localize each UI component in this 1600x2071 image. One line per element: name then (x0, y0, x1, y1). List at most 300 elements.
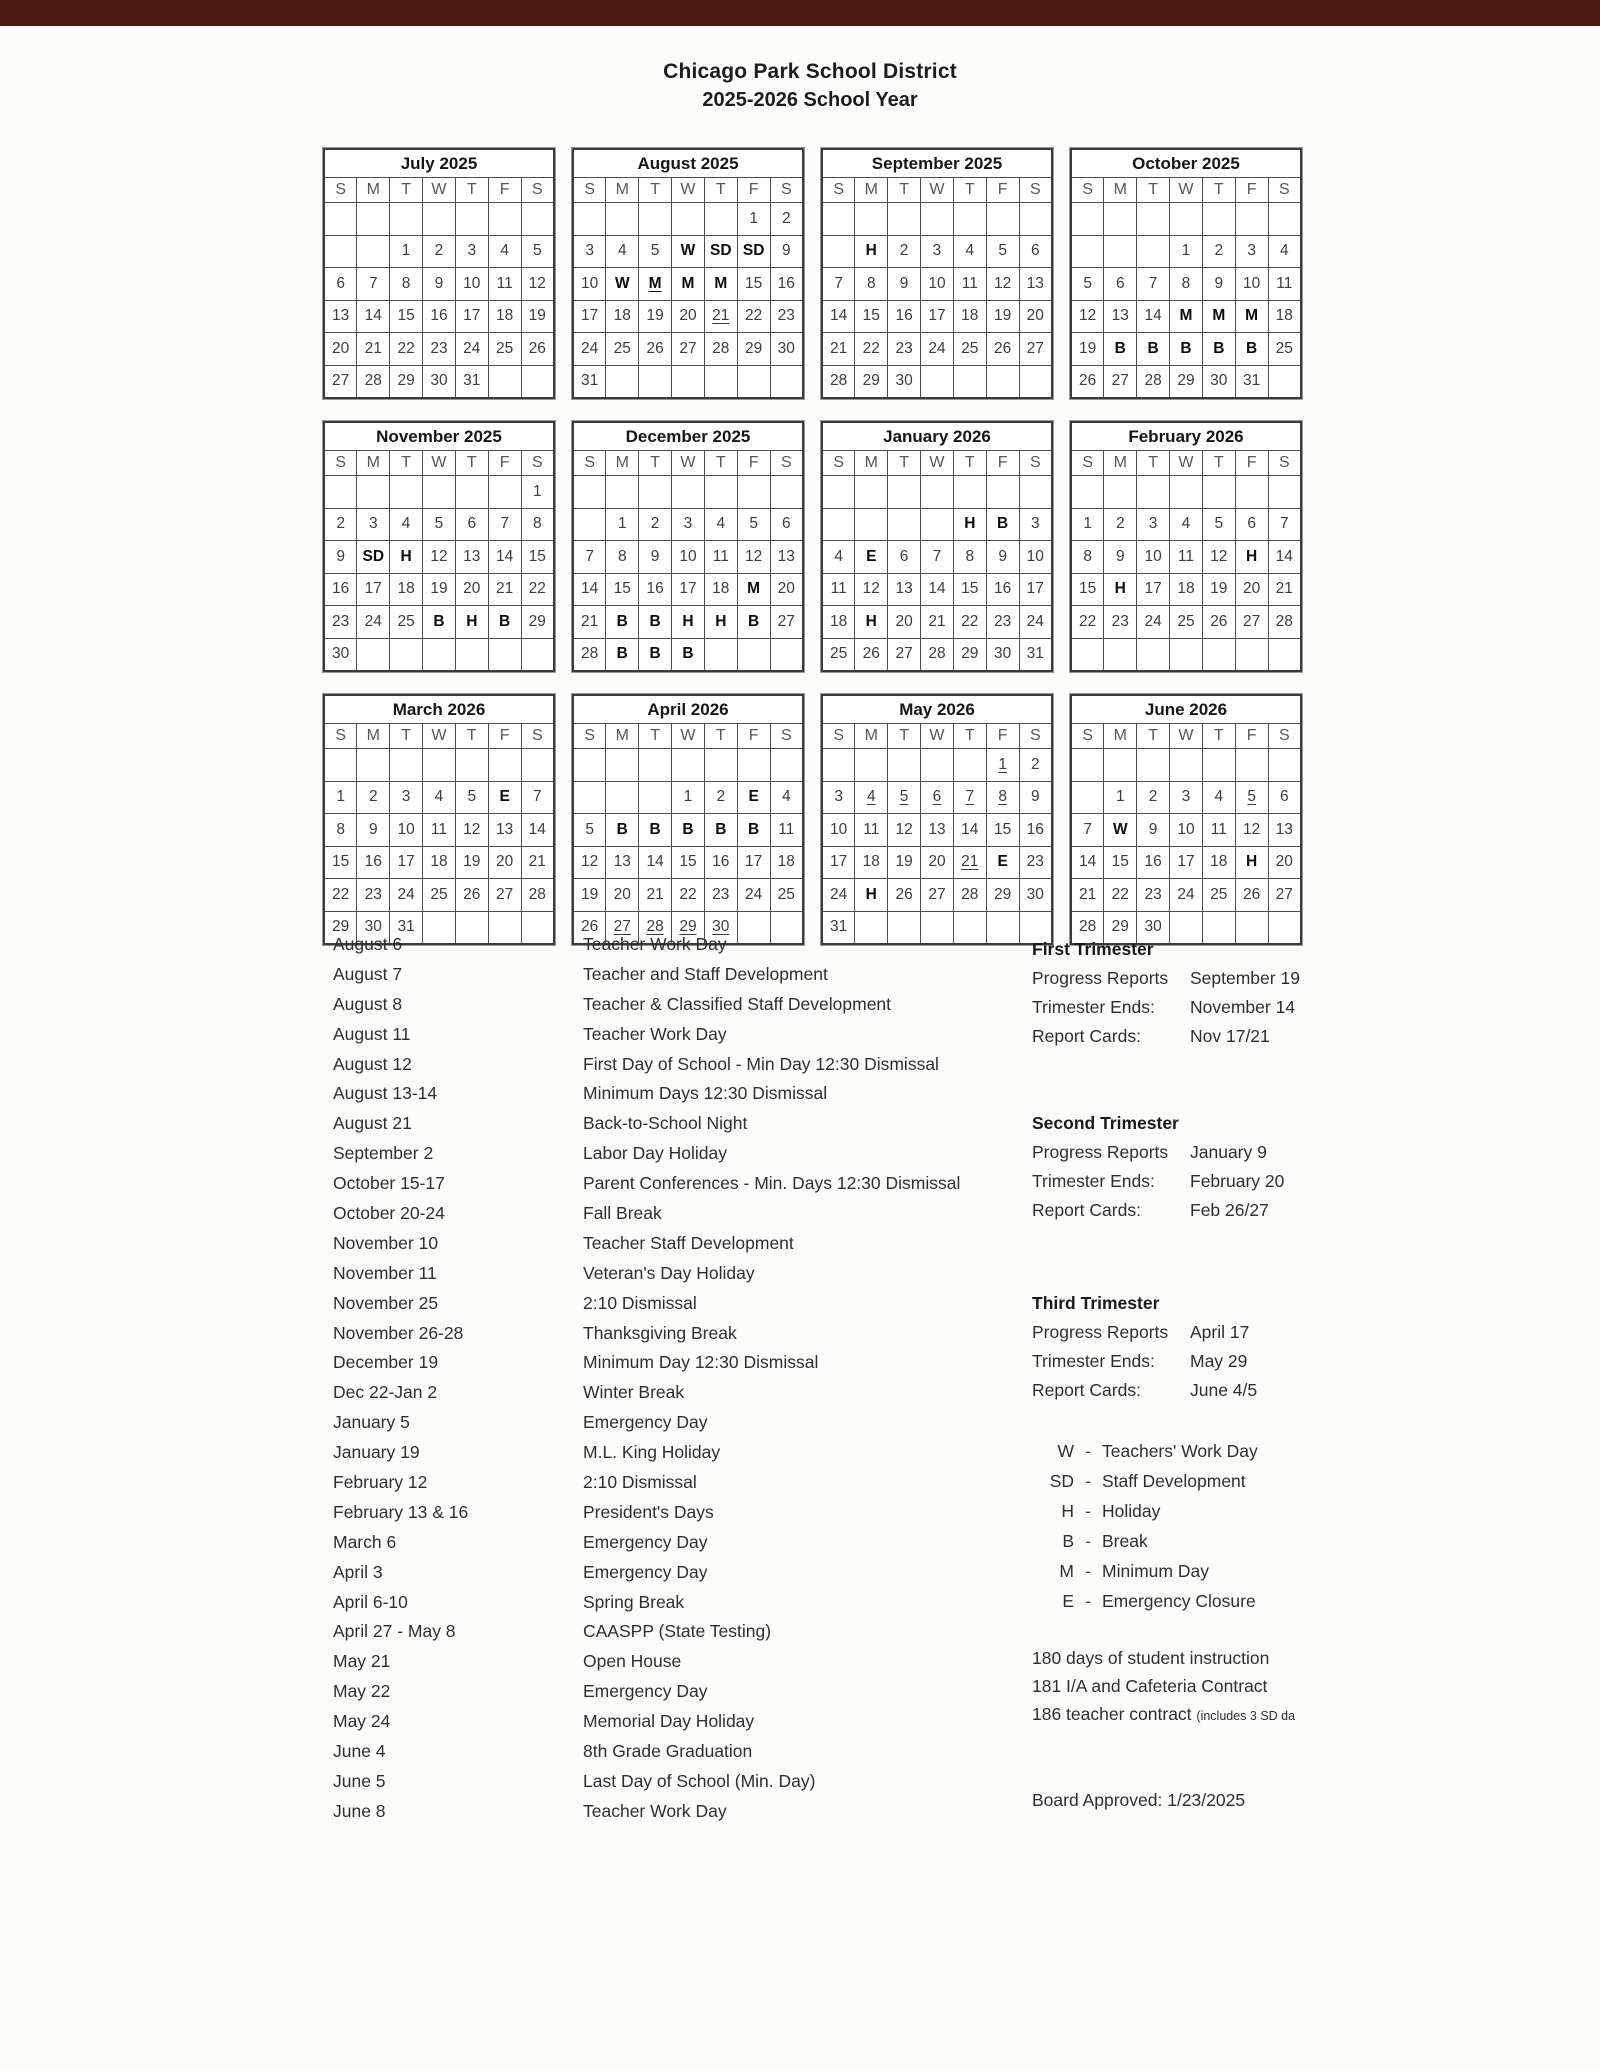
event-date: August 7 (333, 963, 403, 984)
day-cell: 22 (855, 333, 888, 366)
day-cell: 8 (606, 541, 639, 574)
trimester-label: Report Cards: (1032, 1026, 1141, 1046)
day-cell: 1 (737, 203, 770, 236)
trimester-value: April 17 (1190, 1322, 1250, 1342)
day-cell: SD (737, 235, 770, 268)
event-date: January 5 (333, 1412, 410, 1433)
day-cell: 23 (1104, 606, 1137, 639)
event-row (333, 1741, 1033, 1771)
event-row (333, 1472, 1033, 1502)
day-cell: 10 (1235, 268, 1268, 301)
day-cell: 1 (390, 235, 423, 268)
day-cell: 17 (737, 846, 770, 879)
trimester-title: Third Trimester (1032, 1293, 1160, 1313)
day-header: M (855, 178, 888, 203)
day-cell: 23 (1137, 879, 1170, 912)
legend-code: SD (1049, 1471, 1074, 1491)
event-description: Parent Conferences - Min. Days 12:30 Dismissal (583, 1173, 961, 1194)
event-description: Minimum Days 12:30 Dismissal (583, 1083, 828, 1104)
month-title: March 2026 (324, 695, 554, 724)
day-cell: 19 (1071, 333, 1104, 366)
day-cell (855, 476, 888, 509)
day-cell (573, 781, 606, 814)
day-cell: 26 (521, 333, 554, 366)
day-header: M (1104, 178, 1137, 203)
day-cell (1104, 749, 1137, 782)
day-cell: 2 (639, 508, 672, 541)
day-cell: 11 (1170, 541, 1203, 574)
day-header: S (1019, 178, 1052, 203)
event-description: Teacher Staff Development (583, 1232, 794, 1253)
event-date: February 12 (333, 1472, 428, 1493)
day-header: M (357, 724, 390, 749)
day-cell: 15 (953, 573, 986, 606)
event-row (333, 1143, 1033, 1173)
calendar-february-2026 (1070, 421, 1302, 672)
calendar-december-2025 (572, 421, 804, 672)
trimester-label: Report Cards: (1032, 1380, 1141, 1400)
event-description: 2:10 Dismissal (583, 1472, 697, 1493)
day-cell: 27 (1235, 606, 1268, 639)
event-date: Dec 22-Jan 2 (333, 1382, 438, 1403)
day-header: S (770, 178, 803, 203)
event-date: March 6 (333, 1531, 397, 1552)
day-cell: 21 (921, 606, 954, 639)
day-cell: 29 (324, 911, 357, 944)
day-cell: 22 (1071, 606, 1104, 639)
event-row (333, 1263, 1033, 1293)
day-cell (1071, 638, 1104, 671)
event-description: M.L. King Holiday (583, 1442, 721, 1463)
day-cell: 20 (324, 333, 357, 366)
day-cell: 18 (1268, 300, 1301, 333)
day-cell: 20 (488, 846, 521, 879)
trimester-block-second-trimester (1032, 1108, 1298, 1225)
trimester-row (1032, 1376, 1298, 1405)
day-cell: 2 (888, 235, 921, 268)
event-row (333, 1711, 1033, 1741)
day-cell: 17 (1170, 846, 1203, 879)
day-cell: 29 (855, 365, 888, 398)
day-cell: 2 (770, 203, 803, 236)
day-cell: 11 (423, 814, 456, 847)
day-header: W (423, 178, 456, 203)
day-header: S (1071, 724, 1104, 749)
day-cell: 5 (1202, 508, 1235, 541)
day-cell: 3 (1235, 235, 1268, 268)
day-cell: 3 (1137, 508, 1170, 541)
day-cell: 27 (672, 333, 705, 366)
legend-item (1032, 1586, 1298, 1616)
day-cell (1202, 203, 1235, 236)
event-description: Emergency Day (583, 1561, 708, 1582)
day-cell (1137, 203, 1170, 236)
day-cell: 16 (423, 300, 456, 333)
day-header: T (390, 724, 423, 749)
contract-note-small: (includes 3 SD da (1196, 1709, 1296, 1723)
day-header: S (324, 451, 357, 476)
day-cell (888, 508, 921, 541)
event-date: August 8 (333, 993, 403, 1014)
day-header: W (1170, 724, 1203, 749)
event-row (333, 1083, 1033, 1113)
day-header: M (855, 451, 888, 476)
day-cell (1071, 781, 1104, 814)
trimester-value: September 19 (1190, 968, 1300, 988)
day-cell (822, 476, 855, 509)
day-cell: H (953, 508, 986, 541)
day-cell: 16 (639, 573, 672, 606)
day-cell: 4 (855, 781, 888, 814)
day-header: T (953, 451, 986, 476)
day-cell: W (1104, 814, 1137, 847)
event-row (333, 994, 1033, 1024)
calendar-october-2025 (1070, 148, 1302, 399)
trimester-row (1032, 1318, 1298, 1347)
trimester-row (1032, 1167, 1298, 1196)
day-cell (423, 638, 456, 671)
day-cell: 1 (1104, 781, 1137, 814)
right-column (1032, 934, 1298, 1811)
trimester-row (1032, 964, 1298, 993)
day-cell (1071, 476, 1104, 509)
day-cell: 5 (737, 508, 770, 541)
day-cell: 9 (986, 541, 1019, 574)
trimester-row (1032, 1022, 1298, 1051)
day-cell: 3 (1019, 508, 1052, 541)
day-cell: 15 (1071, 573, 1104, 606)
day-cell (455, 476, 488, 509)
day-cell: 20 (672, 300, 705, 333)
event-row (333, 1293, 1033, 1323)
day-cell: 8 (855, 268, 888, 301)
event-description: Emergency Day (583, 1681, 708, 1702)
day-header: W (672, 724, 705, 749)
day-cell: 25 (953, 333, 986, 366)
day-header: F (986, 178, 1019, 203)
day-header: T (888, 451, 921, 476)
day-cell: 25 (1268, 333, 1301, 366)
day-cell (1268, 476, 1301, 509)
day-cell: M (704, 268, 737, 301)
day-cell (521, 749, 554, 782)
event-description: Winter Break (583, 1382, 685, 1403)
month-title: April 2026 (573, 695, 803, 724)
day-cell: 19 (455, 846, 488, 879)
event-date: August 21 (333, 1113, 412, 1134)
day-cell: 14 (488, 541, 521, 574)
day-cell (737, 749, 770, 782)
day-cell: 21 (488, 573, 521, 606)
day-cell: B (1170, 333, 1203, 366)
day-cell: 30 (357, 911, 390, 944)
event-date: February 13 & 16 (333, 1501, 469, 1522)
day-cell: 1 (986, 749, 1019, 782)
day-cell (1137, 476, 1170, 509)
day-cell: 22 (672, 879, 705, 912)
day-cell: H (1104, 573, 1137, 606)
day-cell: 17 (672, 573, 705, 606)
day-cell (704, 638, 737, 671)
legend-dash: - (1085, 1561, 1091, 1581)
day-cell: 14 (1137, 300, 1170, 333)
day-cell (1235, 749, 1268, 782)
day-cell (888, 203, 921, 236)
event-row (333, 1442, 1033, 1472)
day-cell (737, 365, 770, 398)
day-cell: 28 (573, 638, 606, 671)
day-header: S (324, 724, 357, 749)
day-cell: 21 (573, 606, 606, 639)
day-cell: 23 (986, 606, 1019, 639)
event-row (333, 1412, 1033, 1442)
day-cell: 30 (770, 333, 803, 366)
day-cell: 4 (704, 508, 737, 541)
day-cell: 24 (357, 606, 390, 639)
day-cell (606, 781, 639, 814)
day-cell: H (1235, 846, 1268, 879)
day-header: F (488, 724, 521, 749)
event-date: November 10 (333, 1232, 439, 1253)
day-cell (986, 203, 1019, 236)
legend-label: Minimum Day (1102, 1561, 1209, 1581)
day-cell (488, 203, 521, 236)
day-cell: 6 (455, 508, 488, 541)
day-cell: 4 (822, 541, 855, 574)
trimester-label: Report Cards: (1032, 1200, 1141, 1220)
day-cell: 9 (1137, 814, 1170, 847)
day-cell: 24 (573, 333, 606, 366)
day-cell: 29 (521, 606, 554, 639)
day-cell: 11 (855, 814, 888, 847)
day-cell: 15 (606, 573, 639, 606)
day-header: S (1019, 724, 1052, 749)
day-cell (1235, 476, 1268, 509)
day-cell: 1 (521, 476, 554, 509)
day-cell: 25 (770, 879, 803, 912)
day-cell: 17 (1019, 573, 1052, 606)
event-description: Back-to-School Night (583, 1113, 748, 1134)
day-cell (1170, 476, 1203, 509)
day-cell: 24 (822, 879, 855, 912)
trimester-block-third-trimester (1032, 1288, 1298, 1405)
day-cell (357, 235, 390, 268)
day-cell: E (737, 781, 770, 814)
day-cell (390, 203, 423, 236)
day-header: S (770, 451, 803, 476)
day-cell: 25 (423, 879, 456, 912)
day-cell: 10 (455, 268, 488, 301)
day-cell: 25 (488, 333, 521, 366)
day-header: T (455, 178, 488, 203)
day-cell: H (704, 606, 737, 639)
event-description: 8th Grade Graduation (583, 1741, 753, 1762)
day-header: W (672, 451, 705, 476)
day-cell (573, 476, 606, 509)
day-cell: 3 (921, 235, 954, 268)
day-cell: 28 (704, 333, 737, 366)
day-cell: 5 (1235, 781, 1268, 814)
day-cell: 7 (953, 781, 986, 814)
day-cell: H (672, 606, 705, 639)
day-cell (423, 476, 456, 509)
day-cell: 11 (488, 268, 521, 301)
day-cell: 11 (822, 573, 855, 606)
day-header: T (1202, 451, 1235, 476)
day-header: F (1235, 724, 1268, 749)
day-cell: 12 (455, 814, 488, 847)
day-cell: 10 (1019, 541, 1052, 574)
day-cell: B (606, 814, 639, 847)
day-cell: 4 (1268, 235, 1301, 268)
event-date: August 12 (333, 1053, 412, 1074)
day-header: F (488, 178, 521, 203)
day-cell (1137, 749, 1170, 782)
day-cell (423, 749, 456, 782)
day-cell (455, 638, 488, 671)
day-cell (921, 476, 954, 509)
event-description: Teacher and Staff Development (583, 963, 828, 984)
day-cell: 12 (888, 814, 921, 847)
day-cell: 8 (986, 781, 1019, 814)
legend (1032, 1436, 1298, 1616)
day-cell: 10 (573, 268, 606, 301)
day-cell: 15 (1104, 846, 1137, 879)
day-cell: 29 (390, 365, 423, 398)
contract-notes (1032, 1644, 1298, 1730)
day-cell: 20 (606, 879, 639, 912)
day-header: S (1071, 178, 1104, 203)
day-cell: 15 (672, 846, 705, 879)
day-header: F (1235, 451, 1268, 476)
day-header: T (639, 724, 672, 749)
event-row (333, 1771, 1033, 1801)
day-cell: 9 (423, 268, 456, 301)
day-cell: 23 (357, 879, 390, 912)
day-cell (770, 749, 803, 782)
legend-item (1032, 1466, 1298, 1496)
day-cell: 25 (390, 606, 423, 639)
day-cell: 4 (390, 508, 423, 541)
day-cell: 30 (888, 365, 921, 398)
legend-label: Teachers' Work Day (1102, 1441, 1258, 1461)
day-cell: 6 (888, 541, 921, 574)
day-cell: 3 (573, 235, 606, 268)
day-cell: 6 (921, 781, 954, 814)
day-cell: 30 (1202, 365, 1235, 398)
event-description: Last Day of School (Min. Day) (583, 1770, 816, 1791)
day-cell: 28 (1137, 365, 1170, 398)
day-header: T (953, 178, 986, 203)
day-header: T (455, 724, 488, 749)
day-cell: 8 (953, 541, 986, 574)
day-header: W (672, 178, 705, 203)
day-cell: 13 (1019, 268, 1052, 301)
day-cell: 26 (1071, 365, 1104, 398)
day-header: T (704, 451, 737, 476)
day-header: T (704, 724, 737, 749)
legend-dash: - (1085, 1591, 1091, 1611)
day-cell (822, 235, 855, 268)
day-cell (1202, 638, 1235, 671)
day-cell: 22 (737, 300, 770, 333)
day-cell: 2 (1202, 235, 1235, 268)
month-title: July 2025 (324, 149, 554, 178)
legend-code: W (1057, 1441, 1074, 1461)
event-description: Emergency Day (583, 1412, 708, 1433)
day-cell: 11 (770, 814, 803, 847)
day-header: T (888, 724, 921, 749)
day-cell: B (737, 606, 770, 639)
day-cell: 27 (324, 365, 357, 398)
day-cell: 30 (1137, 911, 1170, 944)
day-cell (1137, 638, 1170, 671)
day-cell: 26 (855, 638, 888, 671)
day-cell: B (639, 638, 672, 671)
day-header: M (1104, 724, 1137, 749)
day-cell: 22 (390, 333, 423, 366)
day-header: S (573, 178, 606, 203)
day-cell (770, 638, 803, 671)
trimester-row (1032, 1138, 1298, 1167)
day-cell: H (455, 606, 488, 639)
event-description: Fall Break (583, 1203, 662, 1224)
event-date: August 11 (333, 1023, 411, 1044)
day-cell (1104, 203, 1137, 236)
day-cell: 28 (822, 365, 855, 398)
day-cell (921, 203, 954, 236)
day-cell: 28 (1268, 606, 1301, 639)
day-cell: 19 (986, 300, 1019, 333)
day-cell (1268, 203, 1301, 236)
day-cell: 26 (986, 333, 1019, 366)
day-header: M (855, 724, 888, 749)
event-description: Thanksgiving Break (583, 1322, 737, 1343)
event-description: Open House (583, 1651, 682, 1672)
day-cell: 12 (573, 846, 606, 879)
day-cell: 11 (953, 268, 986, 301)
event-date: August 6 (333, 934, 403, 954)
day-header: F (488, 451, 521, 476)
day-cell: 20 (770, 573, 803, 606)
day-cell: 8 (390, 268, 423, 301)
day-cell: 17 (573, 300, 606, 333)
trimester-label: Progress Reports (1032, 968, 1169, 988)
day-cell: 7 (822, 268, 855, 301)
trimester-value: Nov 17/21 (1190, 1026, 1270, 1046)
day-cell (822, 749, 855, 782)
day-cell: 12 (986, 268, 1019, 301)
day-cell (1104, 235, 1137, 268)
day-cell (390, 749, 423, 782)
day-cell: 15 (855, 300, 888, 333)
day-cell (639, 749, 672, 782)
trimester-value: May 29 (1190, 1351, 1248, 1371)
day-header: M (606, 724, 639, 749)
day-cell: 22 (953, 606, 986, 639)
day-header: T (1202, 178, 1235, 203)
day-cell: 25 (1170, 606, 1203, 639)
day-cell: 13 (488, 814, 521, 847)
day-cell (822, 203, 855, 236)
day-cell: 21 (1268, 573, 1301, 606)
day-cell (455, 749, 488, 782)
day-cell: 14 (822, 300, 855, 333)
day-header: S (822, 451, 855, 476)
day-header: W (423, 724, 456, 749)
day-cell: 17 (921, 300, 954, 333)
event-row (333, 1024, 1033, 1054)
